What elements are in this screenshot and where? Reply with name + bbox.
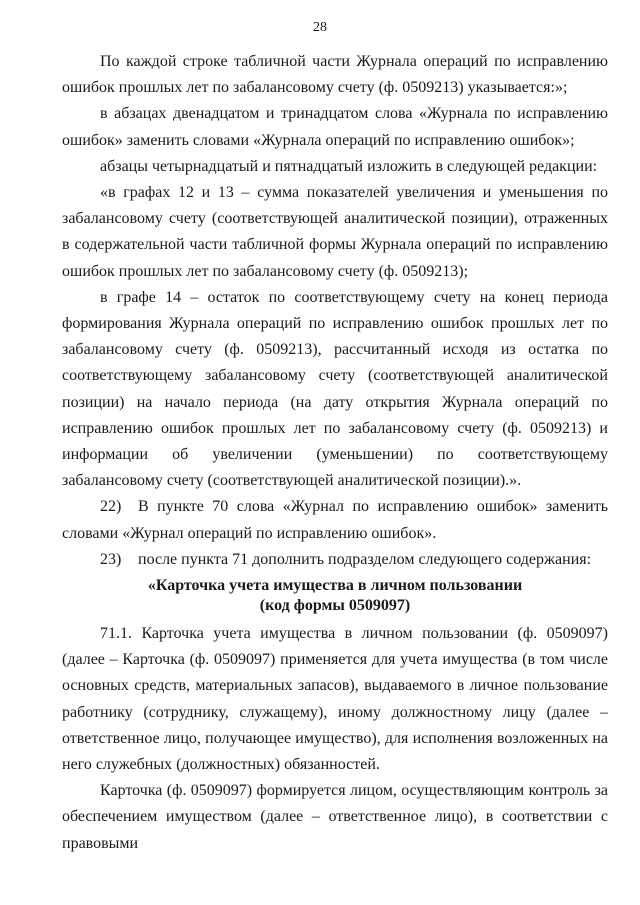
- page-number: 28: [313, 20, 327, 35]
- paragraph-4: «в графах 12 и 13 – сумма показателей увеличения и уменьшения по забалансовому счету (соответствующей аналитической позиции), отраженных в содержательной части табличной формы Журнала операций по исправлению ошибок прошлых лет по забалансовому счету (ф. 0509213);: [62, 184, 608, 280]
- section-heading-line-2: (код формы 0509097): [259, 597, 411, 615]
- item-23: [62, 547, 608, 573]
- item-22: [62, 494, 608, 546]
- paragraph-last: Карточка (ф. 0509097) формируется лицом, осуществляющим контроль за обеспечением имуществом (далее – ответственное лицо), в соответствии с правовыми: [62, 782, 608, 852]
- document-body: [62, 49, 608, 857]
- item-22-text: В пункте 70 слова «Журнал по исправлению ошибок» заменить словами «Журнал операций по исправлению ошибок».: [62, 498, 608, 542]
- item-23-number: 23): [100, 550, 122, 568]
- paragraph-5: в графе 14 – остаток по соответствующему счету на конец периода формирования Журнала операций по исправлению ошибок прошлых лет по забалансовому счету (ф. 0509213), рассчитанный исходя из остатка по соответствующему забалансовому счету (соответствующей аналитической позиции) на начало периода (на дату открытия Журнала операций по исправлению ошибок прошлых лет по забалансовому счету (ф. 0509213) и информации об увеличении (уменьшении) по соответствующему забалансовому счету (соответствующей аналитической позиции).».: [62, 288, 608, 490]
- section-heading: [62, 573, 608, 621]
- paragraph-71-1: 71.1. Карточка учета имущества в личном пользовании (ф. 0509097) (далее – Карточка (ф. 0509097) применяется для учета имущества (в том числе основных средств, материальных запасов), выдаваемого в личное пользование работнику (сотруднику, служащему), иному должностному лицу (далее – ответственное лицо, получающее имущество), для исполнения возложенных на него служебных (должностных) обязанностей.: [62, 625, 608, 774]
- item-23-text: после пункта 71 дополнить подразделом следующего содержания:: [138, 550, 592, 568]
- paragraph-3: абзацы четырнадцатый и пятнадцатый изложить в следующей редакции:: [100, 157, 598, 175]
- section-heading-line-1: «Карточка учета имущества в личном пользовании: [147, 577, 523, 595]
- paragraph-1: По каждой строке табличной части Журнала операций по исправлению ошибок прошлых лет по забалансовому счету (ф. 0509213) указывается:»;: [62, 53, 608, 97]
- item-22-number: 22): [100, 498, 122, 516]
- paragraph-2: в абзацах двенадцатом и тринадцатом слова «Журнала по исправлению ошибок» заменить словами «Журнала операций по исправлению ошибок»;: [62, 105, 608, 149]
